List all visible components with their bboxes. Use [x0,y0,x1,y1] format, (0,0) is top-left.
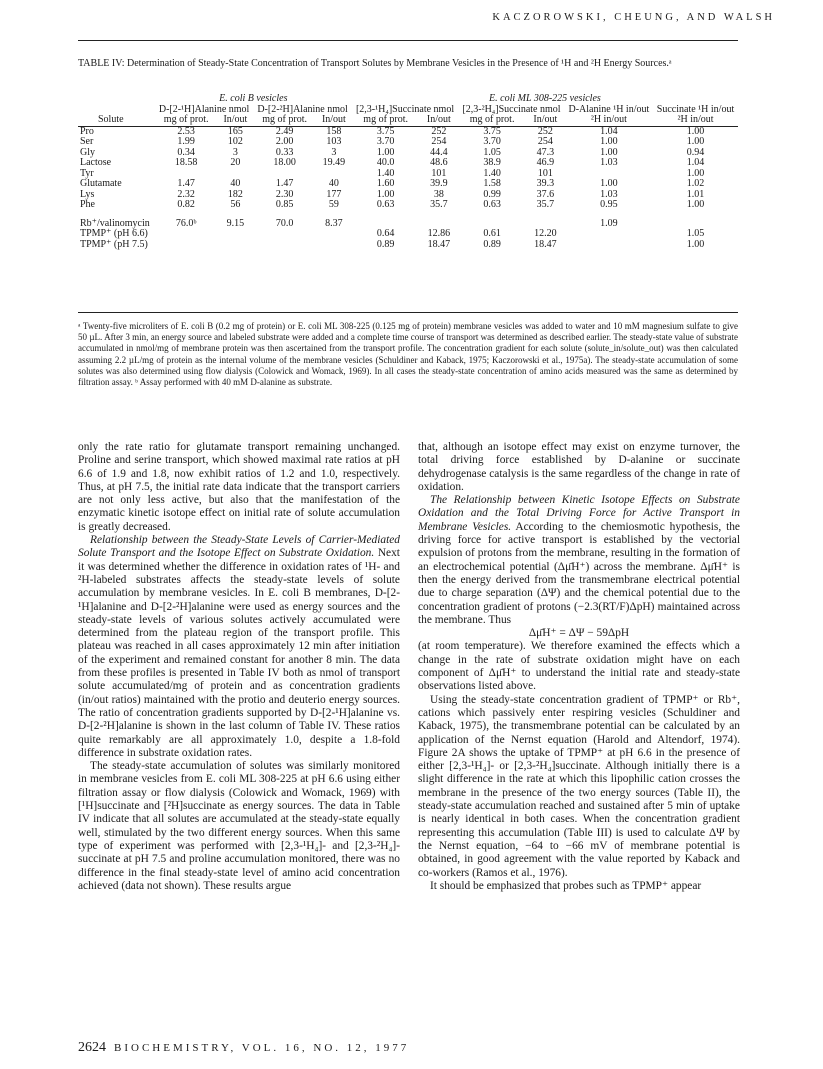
subheader: D-[2-²H]Alanine nmol [257,103,348,115]
table-cell: 0.94 [686,146,705,158]
table-row [78,211,738,230]
page-number: 2624 [78,1040,106,1055]
table-cell [155,240,218,251]
table-cell: 1.00 [686,125,705,137]
table-cell: 18.00 [273,157,296,168]
table-footnote: ᵃ Twenty-five microliters of E. coli B (0.2 mg of protein) or E. coli ML 308-225 (0.125 mg of protein) membrane vesicles was added to water and 10 mM magnesium sulfate to give 50 µL. After 3 min, an energy source and labeled substrate were added and a complete time course of transport was determined as described earlier. The steady-state value of substrate accumulated in nmol/mg of membrane protein was then ascertained from the transport profile. The concentration gradient for each solute (solute_in/solute_out) was then calculated assuming 2.2 µL/mg of protein as the internal volume of the membrane vesicles (Schuldiner and Kaback, 1975; Kaczorowski et al., 1975a). The steady-state accumulation of some solutes was also determined using flow dialysis (Colowick and Womack, 1969). In all cases the steady-state concentration of amino acids measured was the same as determined by filtration assay. ᵇ Assay performed with 40 mM D-alanine as substrate. [78,321,738,388]
table-cell [565,229,653,240]
table-cell: 76.0ᵇ [175,217,197,229]
table-cell: 2.30 [275,188,294,200]
equation: Δμ̄H⁺ = ΔΨ − 59ΔpH [528,627,630,640]
table-cell: 0.63 [483,199,501,210]
table-body [78,126,738,250]
table-cell: 46.9 [536,157,555,168]
table-cell: 59 [328,199,339,210]
table-cell: 38.9 [483,157,501,168]
table-cell: 1.00 [376,188,395,200]
table-cell: 39.3 [536,178,555,189]
table-cell: 3 [331,146,337,158]
table-cell [253,240,316,251]
table-cell [458,211,526,230]
table-cell: 18.58 [174,157,198,168]
table-cell: 18.47 [427,238,451,250]
paragraph: only the rate ratio for glutamate transport remaining unchanged. Proline and serine transport, which showed maximal rate ratios at pH 6.6 of 1.9 and 1.8, now exhibit ratios of 1.2 and 1.0, respectively. Thus, at pH 7.5, the initial rate data indicate that the transport carriers are not only less active, but also that the manifestation of the enzymatic kinetic isotope effect on initial rate of solute accumulation is greatly decreased. [78,441,400,533]
table-cell: 44.4 [430,146,448,158]
table-cell: 38 [433,188,444,200]
table-cell [316,240,352,251]
row-label: Glutamate [80,178,122,189]
table-row [78,158,738,169]
table-cell: 1.00 [600,178,618,189]
table-cell [217,229,253,240]
table-cell: 1.00 [686,199,705,210]
table-cell [155,229,218,240]
table-cell: 1.60 [376,178,395,189]
table-cell: 48.6 [430,157,448,168]
table-cell: 56 [230,199,241,210]
table-cell: 0.89 [483,238,501,250]
table-cell: 0.89 [376,238,395,250]
table-cell: 1.01 [686,188,705,200]
table-cell: 1.05 [686,228,705,239]
column-header: In/out [217,115,253,126]
table-cell: 1.03 [600,188,618,200]
table-cell [526,211,565,230]
table-cell: 12.20 [534,228,557,239]
column-header: In/out [526,115,565,126]
table-cell [565,240,653,251]
paragraph [78,534,400,760]
table-row [78,240,738,251]
table-cell: 35.7 [536,199,555,210]
table-cell: 101 [431,167,447,179]
table-cell: 2.53 [177,125,195,137]
running-header: KACZOROWSKI, CHEUNG, AND WALSH [492,12,775,23]
subheader: [2,3-¹H₄]Succinate nmol [355,103,455,115]
table-cell: 252 [537,125,553,137]
table-cell: 1.47 [275,178,294,189]
column-header: mg of prot. [352,115,420,126]
table-cell: 0.85 [275,199,294,210]
table-row [78,179,738,190]
page-footer [78,1040,409,1056]
row-label: Gly [80,146,95,158]
table-cell: 1.00 [686,136,705,147]
row-label: Pro [80,125,94,137]
table-cell: 2.49 [275,125,294,137]
table-row [78,137,738,148]
table-cell: 18.47 [534,238,557,250]
subheader: Succinate ¹H in/out [656,103,735,115]
table-cell: 39.9 [430,178,448,189]
column-header: In/out [316,115,352,126]
table-cell: 0.63 [376,199,395,210]
paragraph: The steady-state accumulation of solutes was similarly monitored in membrane vesicles from E. coli ML 308-225 at pH 6.6 using either filtration assay or flow dialysis (Colowick and Womack, 1969) with [¹H]succinate and [²H]succinate as energy sources. The data in Table IV indicate that all solutes are accumulated at the steady-state equally well, stimulated by the two different energy sources. When this same type of experiment was performed with [2,3-¹H₄]- and [2,3-²H₄]-succinate at pH 7.5 and proline accumulation monitored, there was no difference in the final steady-state level of amino acid concentration achieved (data not shown). These results argue [78,760,400,892]
table-cell: 1.04 [600,125,618,137]
column-header: mg of prot. [458,115,526,126]
table-cell: 1.47 [177,178,195,189]
row-label: Rb⁺/valinomycin [80,217,150,229]
table-cell: 1.40 [483,167,501,179]
column-header: mg of prot. [253,115,316,126]
row-label: Phe [80,199,95,210]
table-cell: 12.86 [427,228,451,239]
section-title: The Relationship between Kinetic Isotope Effects on Substrate Oxidation and the Total Driving Force for Active Transport in Membrane Vesicles. [418,494,740,533]
table-cell: 40 [328,178,339,189]
subheader: D-[2-¹H]Alanine nmol [158,103,250,115]
right-column [418,441,740,893]
table-bottom-rule [78,312,738,313]
table-cell: 3.75 [483,125,501,137]
group-header-ml: E. coli ML 308-225 vesicles [489,93,601,104]
row-label: TPMP⁺ (pH 6.6) [80,228,148,239]
group-header-b: E. coli B vesicles [219,93,288,104]
row-label: TPMP⁺ (pH 7.5) [80,238,148,250]
row-label: Lactose [80,157,112,168]
column-header: ²H in/out [565,115,653,126]
header-rule [78,40,738,41]
table-cell [253,229,316,240]
table-cell [420,211,459,230]
table-iv [78,94,738,250]
table-cell: 1.04 [686,157,705,168]
table-cell: 252 [431,125,447,137]
table-cell: 37.6 [536,188,555,200]
table-cell: 1.40 [376,167,395,179]
table-cell: 70.0 [275,217,294,229]
paragraph [418,494,740,627]
table-cell: 1.00 [600,136,618,147]
table-cell: 158 [326,125,342,137]
table-caption: TABLE IV: Determination of Steady-State Concentration of Transport Solutes by Membrane Vesicles in the Presence of ¹H and ²H Energy Sources.ᵃ [78,58,672,69]
table-cell: 47.3 [536,146,555,158]
table-cell: 101 [537,167,553,179]
section-title: Relationship between the Steady-State Levels of Carrier-Mediated Solute Transport and the Isotope Effect on Substrate Oxidation. [78,534,400,560]
table-cell: 9.15 [226,217,245,229]
subheader: D-Alanine ¹H in/out [568,103,650,115]
table-cell: 1.58 [483,178,501,189]
journal-citation: BIOCHEMISTRY, VOL. 16, NO. 12, 1977 [114,1042,410,1054]
paragraph-text: According to the chemiosmotic hypothesis, the driving force for active transport is established by the vectorial expulsion of protons from the membrane, resulting in the formation of an electrochemical potential (Δμ̄H⁺) across the membrane. Δμ̄H⁺ is then the energy derived from the transmembrane electrical potential due to charge separation (ΔΨ) and the chemical potential due to the concentration gradient of protons (−2.3(RT/F)ΔpH) maintained across the membrane. Thus [418,520,740,626]
table-cell: 3.70 [376,136,395,147]
paragraph: Using the steady-state concentration gradient of TPMP⁺ or Rb⁺, cations which passively enter respiring vesicles (Schuldiner and Kaback, 1975), the transmembrane potential can be calculated by an application of the Nernst equation (Harold and Altendorf, 1974). Figure 2A shows the uptake of TPMP⁺ at pH 6.6 in the presence of either [2,3-¹H₄]- or [2,3-²H₄]succinate. Although initially there is a slight difference in the rate at which this lipophilic cation crosses the membrane in the presence of the two energy sources (Table II), the steady-state accumulation reached and sustained after 5 min of uptake is nearly identical in both cases. When the concentration gradient representing this accumulation (Table III) is used to calculate ΔΨ by the Nernst equation, −64 to −66 mV of membrane potential is obtained, in good agreement with the value reported by Kaback and co-workers (Ramos et al., 1976). [418,693,740,879]
table-cell: 20 [230,157,241,168]
table-cell: 3.70 [483,136,501,147]
table-cell: 1.00 [600,146,618,158]
table-cell: 182 [227,188,243,200]
table-cell: 3.75 [376,125,395,137]
table-cell: 40 [230,178,241,189]
column-header: mg of prot. [155,115,218,126]
table-cell: 0.34 [177,146,195,158]
subheader: [2,3-²H₄]Succinate nmol [462,103,561,115]
table-cell: 0.99 [483,188,501,200]
table-cell: 1.99 [177,136,195,147]
table-cell: 3 [232,146,238,158]
column-header: In/out [420,115,459,126]
left-column [78,441,400,893]
table-cell: 165 [227,125,243,137]
table-cell [217,240,253,251]
paragraph: It should be emphasized that probes such as TPMP⁺ appear [430,879,702,892]
table-cell: 103 [326,136,342,147]
table-cell: 2.32 [177,188,195,200]
table-cell: 19.49 [322,157,346,168]
paragraph-text: Next it was determined whether the difference in oxidation rates of ¹H- and ²H-labeled substrates affects the steady-state levels of solute accumulation by membrane vesicles. In E. coli B membranes, D-[2-¹H]alanine and D-[2-²H]alanine were used as energy sources and the steady-state levels of various solutes actively accumulated were determined from the plateau region of the transport profile. This plateau was reached in all cases approximately 12 min after initiation of the experiment and remained constant for another 8 min. The data from these profiles is presented in Table IV both as nmol of transport solute accumulated/mg of protein and as concentration gradients (in/out ratios) maintained with the protio and deuterio energy sources. The ratio of concentration gradients supported by D-[2-¹H]alanine vs. D-[2-²H]alanine is shown in the last column of Table IV. These ratios quite remarkably are all approximately 1.0, despite a 1.8-fold difference in substrate oxidation rates. [78,547,400,759]
table-cell: 254 [431,136,447,147]
table-cell: 0.82 [177,199,195,210]
table-cell: 1.02 [686,178,705,189]
paragraph: that, although an isotope effect may exist on enzyme turnover, the total driving force established by D-alanine or succinate dehydrogenase catalysis is the same regardless of the change in rate of oxidation. [418,441,740,493]
table-cell: 1.05 [483,146,501,158]
table-cell: 40.0 [376,157,395,168]
table-cell: 35.7 [430,199,448,210]
table-cell: 254 [537,136,553,147]
column-header: Solute [78,115,155,126]
table-cell: 177 [326,188,342,200]
table-cell: 1.00 [686,167,705,179]
table-cell: 1.00 [686,238,705,250]
table-row [78,200,738,211]
table-cell: 0.61 [483,228,501,239]
paragraph: (at room temperature). We therefore examined the effects which a change in the rate of substrate oxidation might have on each component of Δμ̄H⁺ to understand the initial rate and steady-state observations listed above. [418,640,740,693]
table-cell: 8.37 [325,217,343,229]
table-cell: 0.33 [275,146,294,158]
table-cell: 102 [227,136,243,147]
table-cell [352,211,420,230]
table-cell: 0.64 [376,228,395,239]
row-label: Tyr [80,167,94,179]
table-cell: 2.00 [275,136,294,147]
table-cell: 0.95 [600,199,618,210]
row-label: Ser [80,136,94,147]
table-cell [653,211,738,230]
table-cell: 1.09 [600,217,618,229]
table-cell: 1.00 [376,146,395,158]
table-row [78,229,738,240]
column-header: ²H in/out [653,115,738,126]
row-label: Lys [80,188,95,200]
table-cell [316,229,352,240]
table-cell: 1.03 [600,157,618,168]
